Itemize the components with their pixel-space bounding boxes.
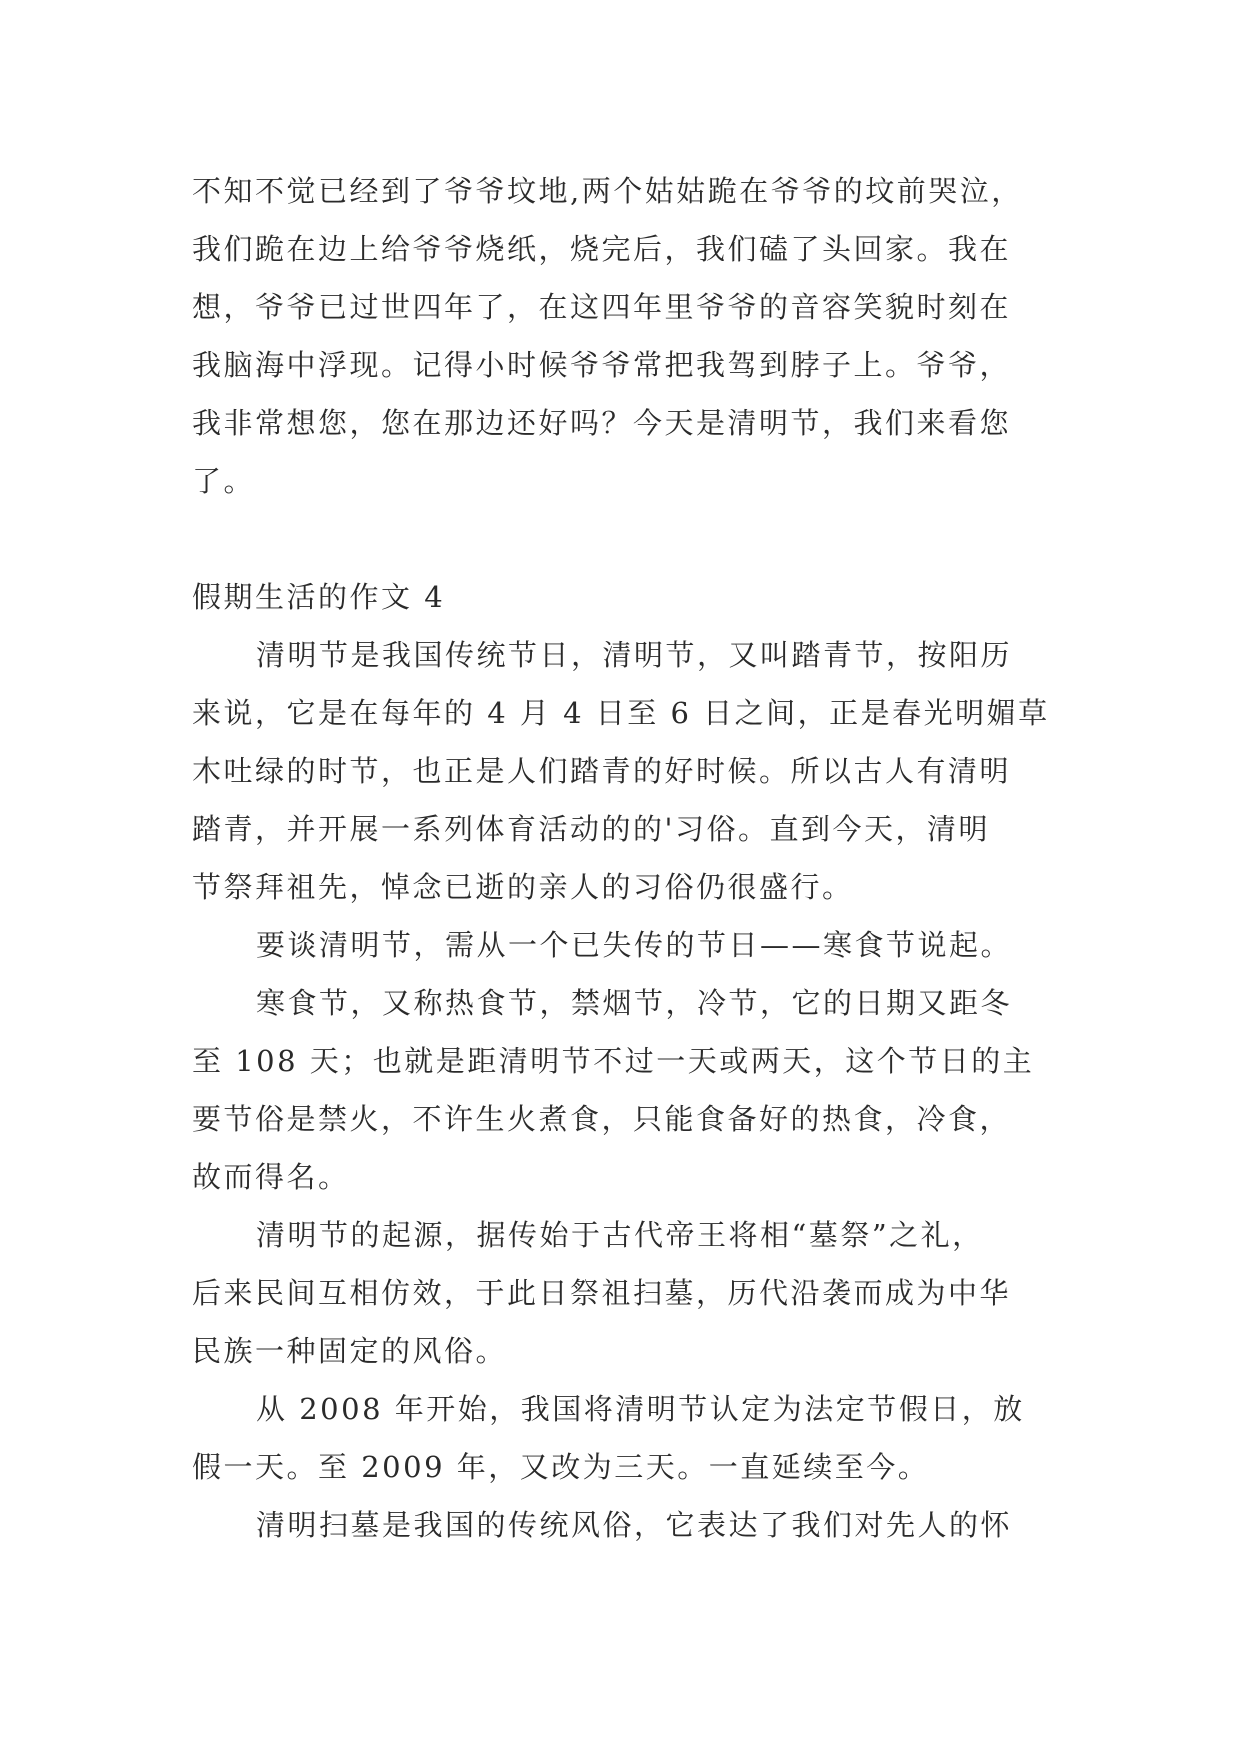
- paragraph-1: [192, 626, 1092, 916]
- text-line: 从 2008 年开始，我国将清明节认定为法定节假日，放: [256, 1392, 1025, 1426]
- text-line: 清明节是我国传统节日，清明节，又叫踏青节，按阳历: [256, 638, 1013, 672]
- text-line: 要谈清明节，需从一个已失传的节日——寒食节说起。: [256, 928, 1013, 962]
- text-line: 寒食节，又称热食节，禁烟节，冷节，它的日期又距冬: [256, 986, 1013, 1020]
- text-line: 我脑海中浮现。记得小时候爷爷常把我驾到脖子上。爷爷，: [192, 348, 1012, 382]
- paragraph-6: [192, 1496, 1092, 1554]
- text-line: 了。: [192, 464, 256, 498]
- text-line: 要节俗是禁火，不许生火煮食，只能食备好的热食，冷食，: [192, 1102, 1012, 1136]
- paragraph-5: [192, 1380, 1092, 1496]
- text-line: 假一天。至 2009 年，又改为三天。一直延续至今。: [192, 1450, 930, 1484]
- text-line: 想，爷爷已过世四年了，在这四年里爷爷的音容笑貌时刻在: [192, 290, 1012, 324]
- section-continuation: [192, 162, 1092, 510]
- text-line: 故而得名。: [192, 1160, 350, 1194]
- text-line: 来说，它是在每年的 4 月 4 日至 6 日之间，正是春光明媚草: [192, 696, 1050, 730]
- text-line: 我们跪在边上给爷爷烧纸，烧完后，我们磕了头回家。我在: [192, 232, 1012, 266]
- section-heading: 假期生活的作文 4: [192, 580, 446, 614]
- text-line: 清明节的起源，据传始于古代帝王将相“墓祭”之礼，: [256, 1218, 984, 1252]
- text-line: 节祭拜祖先，悼念已逝的亲人的习俗仍很盛行。: [192, 870, 854, 904]
- paragraph-4: [192, 1206, 1092, 1380]
- document-body: [192, 162, 1092, 1554]
- text-line: 民族一种固定的风俗。: [192, 1334, 508, 1368]
- paragraph-3: [192, 974, 1092, 1206]
- text-line: 木吐绿的时节，也正是人们踏青的好时候。所以古人有清明: [192, 754, 1012, 788]
- section-gap: [192, 510, 1092, 568]
- paragraph-2: [192, 916, 1092, 974]
- text-line: 至 108 天；也就是距清明节不过一天或两天，这个节日的主: [192, 1044, 1035, 1078]
- text-line: 踏青，并开展一系列体育活动的的'习俗。直到今天，清明: [192, 812, 990, 846]
- text-line: 后来民间互相仿效，于此日祭祖扫墓，历代沿袭而成为中华: [192, 1276, 1012, 1310]
- text-line: 清明扫墓是我国的传统风俗，它表达了我们对先人的怀: [256, 1508, 1013, 1542]
- text-line: 不知不觉已经到了爷爷坟地,两个姑姑跪在爷爷的坟前哭泣，: [192, 174, 1023, 208]
- text-line: 我非常想您，您在那边还好吗？今天是清明节，我们来看您: [192, 406, 1012, 440]
